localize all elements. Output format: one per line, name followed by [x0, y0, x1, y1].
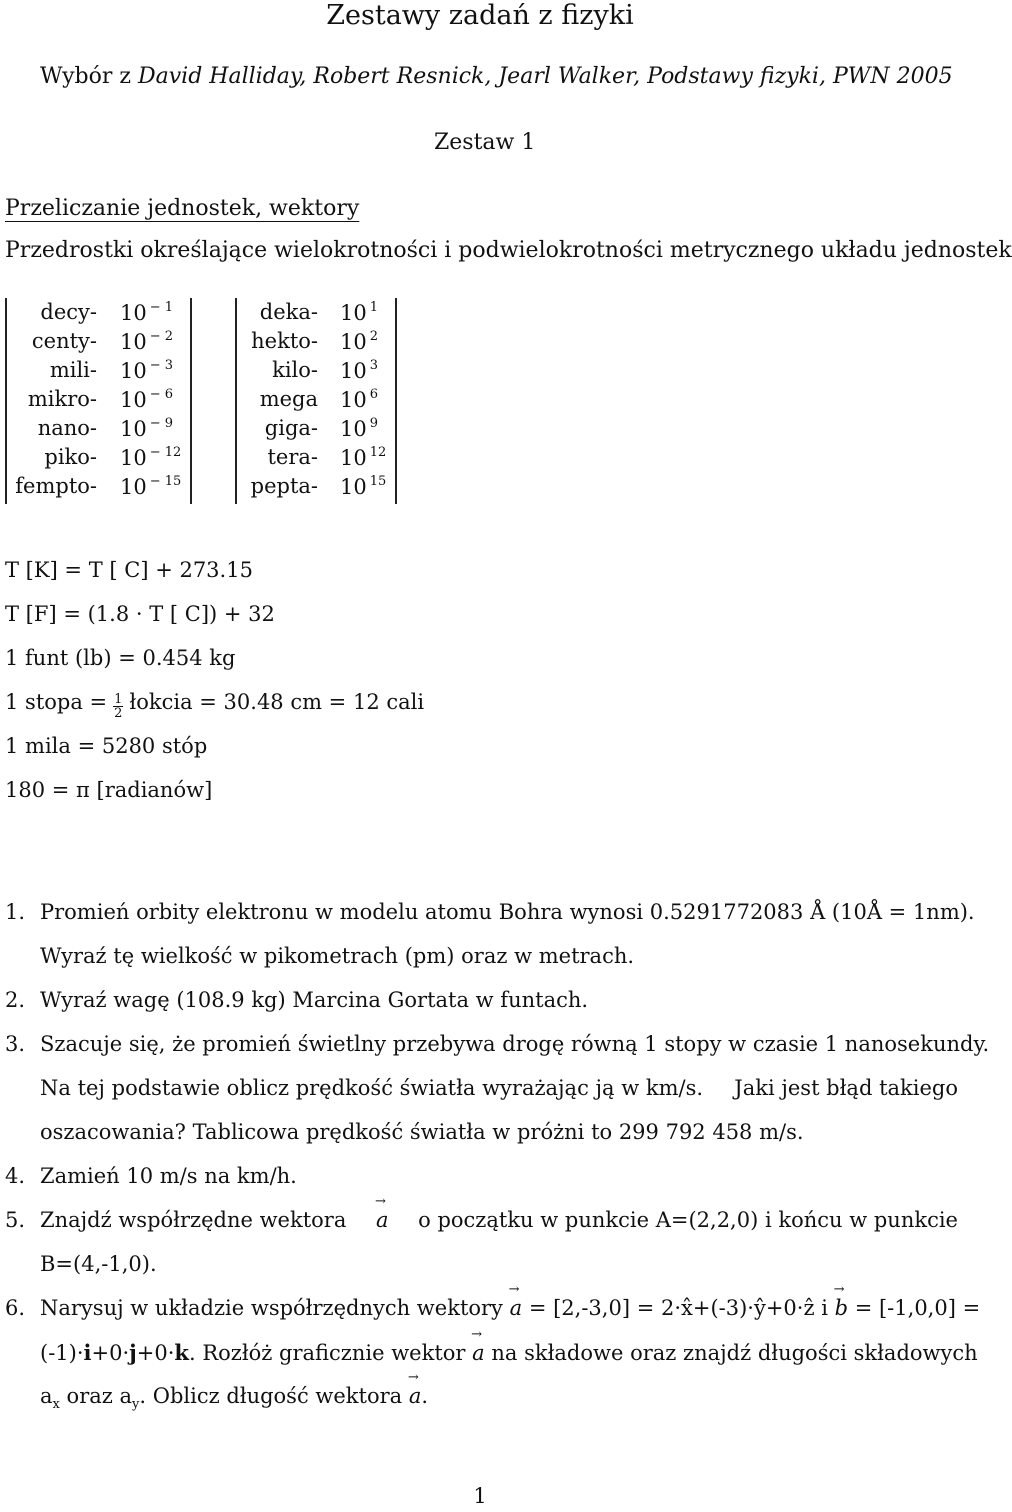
fraction-denominator: 2 [114, 706, 123, 721]
prefix-name: giga- [264, 416, 318, 440]
task-6-line-3c: . Oblicz długość wektora [139, 1384, 403, 1408]
task-6-line-1b: = [2,-3,0] = 2·x̂+(-3)·ŷ+0·ẑ i [522, 1296, 835, 1320]
prefix-base: 10 [120, 475, 147, 499]
prefix-value [120, 329, 173, 354]
prefix-value [340, 416, 378, 441]
prefix-name: mega [259, 387, 318, 411]
vector-a: → a [409, 1384, 422, 1408]
task-3-line-3: oszacowania? Tablicowa prędkość światła w próżni to 299 792 458 m/s. [40, 1120, 804, 1144]
prefix-base: 10 [120, 417, 147, 441]
prefix-exponent: − 9 [149, 416, 174, 431]
prefix-base: 10 [340, 301, 367, 325]
conversion-fahrenheit: T [F] = (1.8 · T [ C]) + 32 [5, 602, 275, 626]
prefix-value [120, 445, 181, 470]
unit-vector-j: j [129, 1340, 137, 1365]
task-2-line-1: Wyraź wagę (108.9 kg) Marcina Gortata w funtach. [40, 988, 589, 1012]
prefix-base: 10 [120, 388, 147, 412]
prefix-name: centy- [31, 329, 97, 353]
prefix-base: 10 [340, 417, 367, 441]
prefix-name: decy- [40, 300, 97, 324]
task-3-line-2b: Jaki jest błąd takiego [734, 1076, 958, 1100]
set-heading: Zestaw 1 [434, 130, 536, 155]
conversion-radians: 180 = π [radianów] [5, 778, 213, 802]
conversion-mile: 1 mila = 5280 stóp [5, 734, 208, 758]
prefix-value [120, 300, 173, 325]
prefix-name: nano- [37, 416, 97, 440]
task-5-number: 5. [5, 1208, 26, 1232]
table-border-middle [190, 298, 192, 504]
prefix-exponent: 6 [369, 387, 379, 402]
source-reference [40, 64, 953, 89]
task-5-line-1b: o początku w punkcie A=(2,2,0) i końcu w punkcie [418, 1208, 958, 1232]
prefix-name: mili- [49, 358, 97, 382]
unit-vector-k: k [174, 1340, 189, 1365]
task-5-line-1a: Znajdź współrzędne wektora [40, 1208, 347, 1232]
prefix-base: 10 [120, 359, 147, 383]
prefix-exponent: − 12 [149, 445, 182, 460]
fraction-numerator: 1 [114, 692, 123, 707]
vector-a: → a [510, 1296, 523, 1320]
prefix-value [120, 416, 173, 441]
task-5-line-2: B=(4,-1,0). [40, 1252, 157, 1276]
task-3-number: 3. [5, 1032, 26, 1056]
prefix-value [120, 387, 173, 412]
prefix-base: 10 [340, 446, 367, 470]
prefix-exponent: 2 [369, 329, 379, 344]
task-6-line-2a: (-1)· [40, 1341, 84, 1365]
prefix-value [120, 474, 181, 499]
prefix-value [340, 474, 386, 499]
table-border-right [395, 298, 397, 504]
prefix-base: 10 [120, 330, 147, 354]
prefix-name: pepta- [250, 474, 318, 498]
prefix-exponent: − 15 [149, 474, 182, 489]
prefix-base: 10 [340, 359, 367, 383]
prefix-value [340, 445, 386, 470]
prefix-name: fempto- [15, 474, 97, 498]
section-heading: Przeliczanie jednostek, wektory [5, 196, 360, 221]
task-6-line-1 [40, 1296, 980, 1320]
task-1-line-2: Wyraź tę wielkość w pikometrach (pm) oraz w metrach. [40, 944, 635, 968]
conversion-foot [5, 690, 424, 720]
task-3-line-2a: Na tej podstawie oblicz prędkość światła wyrażając ją w km/s. [40, 1076, 704, 1100]
task-6-line-2e: na składowe oraz znajdź długości składowych [491, 1341, 978, 1365]
task-4-number: 4. [5, 1164, 26, 1188]
unit-vector-i: i [83, 1340, 92, 1365]
vector-a: → a [376, 1208, 389, 1232]
task-2-number: 2. [5, 988, 26, 1012]
subscript-x: x [52, 1397, 60, 1412]
prefix-name: mikro- [27, 387, 97, 411]
prefix-value [120, 358, 173, 383]
task-6-line-1c: = [-1,0,0] = [848, 1296, 981, 1320]
task-5-line-1 [40, 1208, 958, 1232]
task-6-line-3 [40, 1384, 428, 1412]
task-6-line-3b: oraz a [59, 1384, 133, 1408]
prefix-exponent: 15 [369, 474, 387, 489]
prefix-name: hekto- [251, 329, 318, 353]
task-6-line-1a: Narysuj w układzie współrzędnych wektory [40, 1296, 503, 1320]
prefix-exponent: − 6 [149, 387, 174, 402]
task-6-line-2 [40, 1340, 978, 1365]
page-number: 1 [473, 1484, 487, 1508]
task-4-line-1: Zamień 10 m/s na km/h. [40, 1164, 297, 1188]
task-1-number: 1. [5, 900, 26, 924]
prefix-exponent: − 1 [149, 300, 174, 315]
vector-b: → b [835, 1296, 848, 1320]
table-border-left [5, 298, 7, 504]
task-3-line-1: Szacuje się, że promień świetlny przebywa drogę równą 1 stopy w czasie 1 nanosekundy. [40, 1032, 990, 1056]
task-6-line-2b: +0· [91, 1341, 130, 1365]
prefix-exponent: 9 [369, 416, 379, 431]
prefix-exponent: 1 [369, 300, 379, 315]
prefix-value [340, 387, 378, 412]
prefix-name: kilo- [272, 358, 318, 382]
prefix-name: tera- [267, 445, 318, 469]
component-a: a [40, 1384, 53, 1408]
prefix-exponent: − 2 [149, 329, 174, 344]
task-6-line-2d: . Rozłóż graficznie wektor [188, 1341, 466, 1365]
source-prefix: Wybór z [40, 64, 138, 89]
table-caption: Przedrostki określające wielokrotności i podwielokrotności metrycznego układu jednostek [5, 238, 1012, 263]
prefix-base: 10 [120, 301, 147, 325]
table-border-middle2 [235, 298, 237, 504]
prefix-value [340, 329, 378, 354]
task-6-line-3d: . [421, 1384, 429, 1408]
prefix-value [340, 358, 378, 383]
foot-lhs: 1 stopa = [5, 690, 108, 714]
prefix-exponent: 12 [369, 445, 387, 460]
prefix-value [340, 300, 378, 325]
document-title: Zestawy zadań z fizyki [326, 0, 634, 31]
conversion-pound: 1 funt (lb) = 0.454 kg [5, 646, 236, 670]
prefix-base: 10 [120, 446, 147, 470]
task-6-line-2c: +0· [136, 1341, 175, 1365]
subscript-y: y [132, 1397, 140, 1412]
foot-rhs: łokcia = 30.48 cm = 12 cali [129, 690, 425, 714]
prefix-base: 10 [340, 330, 367, 354]
source-book: David Halliday, Robert Resnick, Jearl Walker, Podstawy fizyki, PWN 2005 [137, 64, 953, 89]
prefix-base: 10 [340, 475, 367, 499]
task-3-line-2 [40, 1076, 958, 1100]
task-6-number: 6. [5, 1296, 26, 1320]
fraction-half [113, 693, 123, 720]
vector-a: → a [472, 1341, 485, 1365]
prefix-name: deka- [259, 300, 318, 324]
prefix-exponent: 3 [369, 358, 379, 373]
prefix-base: 10 [340, 388, 367, 412]
prefix-exponent: − 3 [149, 358, 174, 373]
prefix-name: piko- [44, 445, 97, 469]
task-1-line-1: Promień orbity elektronu w modelu atomu Bohra wynosi 0.5291772083 Å (10Å = 1nm). [40, 900, 975, 924]
conversion-kelvin: T [K] = T [ C] + 273.15 [5, 558, 253, 582]
